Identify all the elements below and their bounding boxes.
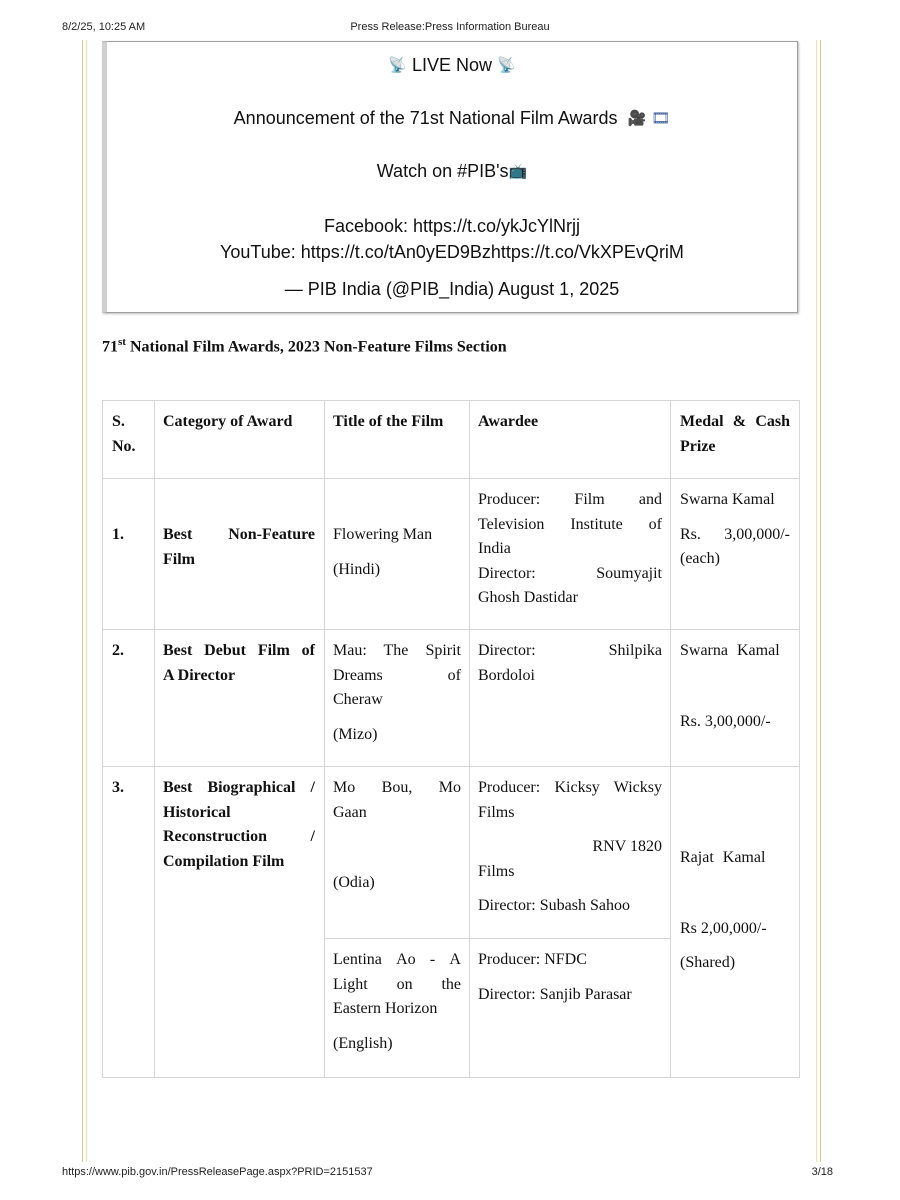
row2-film-line: Cheraw [333,691,383,708]
row1-film [333,523,463,582]
frame-line-right-inner [816,40,817,1162]
row3-category-line: Historical [163,803,231,821]
row3-sno: 3. [112,779,124,796]
satellite-icon: 📡 [388,57,407,74]
row1-awardee-line: Ghosh Dastidar [478,589,578,606]
row3-film1-awardee-line: Films [478,862,515,880]
row2-awardee-line: Bordoloi [478,666,535,684]
table-rule [102,478,800,479]
row3-category [163,776,315,874]
row1-category-word: Non-Feature [228,526,315,543]
tweet-announcement-text: Announcement of the 71st National Film Awards [233,108,618,128]
header-title: Title of the Film [333,413,444,430]
frame-line-right-outer [820,40,821,1162]
row1-medal: Swarna Kamal [680,491,775,508]
row2-cash: Rs. 3,00,000/- [680,712,771,730]
header-medal-line: Medal & Cash [680,413,790,430]
row3-cash-note: (Shared) [680,954,736,971]
table-rule [102,1077,800,1078]
row2-film-word: Dreams [333,666,383,684]
row2-category-line: A Director [163,666,236,684]
row1-awardee-word: Soumyajit [596,564,662,582]
tweet-watch-text: Watch on #PIB's [376,161,509,181]
row1-category [163,523,315,572]
row2-sno: 2. [112,642,124,659]
row3-film2-producer: Producer: NFDC [478,951,587,968]
satellite-icon: 📡 [497,57,516,74]
row3-category-line: Best Biographical / [163,779,315,796]
header-category: Category of Award [163,413,293,430]
awards-table [102,400,800,1078]
frame-line-left-outer [82,40,83,1162]
embedded-tweet [102,41,798,313]
table-rule [799,400,800,1078]
row1-awardee-word: Director: [478,564,536,582]
row2-film-language: (Mizo) [333,725,378,743]
section-title-number: 71 [102,338,118,356]
row2-awardee-word: Director: [478,642,536,659]
row3-film2 [333,948,461,1056]
row3-film2-line [333,948,461,973]
row3-film2-word: Ao [396,951,416,968]
row2-prize [680,639,790,734]
row3-film1-word: Mo [438,779,461,796]
header-sno [112,410,150,459]
row1-category-word: Best [163,526,193,543]
row3-film2-word: the [441,975,461,993]
print-datetime: 8/2/25, 10:25 AM [62,21,146,33]
row2-category-line: Best Debut Film of [163,642,315,659]
row1-awardee-word: Television [478,515,545,533]
movie-camera-icon: 🎥 [627,110,647,127]
section-title-text: National Film Awards, 2023 Non-Feature Films Section [125,338,507,356]
row3-prize [680,846,790,976]
print-page-title: Press Release:Press Information Bureau [350,21,550,33]
row1-awardee-word: Producer: [478,491,541,508]
table-rule [670,400,671,1078]
row1-cash-word: Rs. [680,525,701,543]
row3-film1-line [333,776,461,801]
row3-film1-language: (Odia) [333,874,375,891]
row3-film2-director: Director: Sanjib Parasar [478,985,632,1003]
row3-film2-language: (English) [333,1034,393,1052]
row3-film1-awardee [478,776,662,919]
row3-film2-word: - [429,951,436,968]
row1-cash-note: (each) [680,550,720,567]
row2-film-word: of [447,666,461,684]
row3-category-line [163,825,315,850]
table-rule [102,400,103,1078]
section-title [102,336,507,356]
row2-awardee-line [478,639,662,664]
table-rule [154,400,155,1078]
row1-awardee-line [478,562,662,587]
row3-film2-awardee [478,948,662,1007]
tweet-attribution[interactable]: — PIB India (@PIB_India) August 1, 2025 [284,279,620,299]
row1-awardee-word: of [648,515,662,533]
row2-awardee [478,639,662,688]
row1-film-language: (Hindi) [333,560,381,578]
row3-film2-word: Light [333,975,368,993]
header-medal-line: Prize [680,437,716,455]
tweet-youtube-link[interactable]: YouTube: https://t.co/tAn0yED9Bzhttps://t.co/VkXPEvQriM [220,242,684,262]
table-rule [324,400,325,1078]
row3-film2-line: Eastern Horizon [333,1000,438,1017]
row2-film [333,639,461,747]
header-awardee: Awardee [478,413,539,430]
row3-film1-director: Director: Subash Sahoo [478,897,630,914]
row1-category-line [163,523,315,548]
frame-line-left-inner [86,40,87,1162]
print-url: https://www.pib.gov.in/PressReleasePage.aspx?PRID=2151537 [62,1166,373,1178]
tweet-announcement-line [107,108,797,129]
tweet-live-line [107,55,797,76]
row3-film1-awardee-line: Films [478,803,515,821]
row2-film-line: Mau: The Spirit [333,642,461,659]
row3-medal: Rajat Kamal [680,849,766,866]
table-rule [102,766,800,767]
row1-awardee-line [478,488,662,513]
row1-cash-word: 3,00,000/- [724,525,790,543]
table-rule [324,938,670,939]
print-page-number: 3/18 [811,1166,833,1178]
tweet-live-text: LIVE Now [411,55,493,75]
row2-film-line [333,664,461,689]
header-sno-line: No. [112,437,136,455]
table-rule [102,629,800,630]
row1-category-line: Film [163,550,195,568]
row1-awardee-line: India [478,540,511,557]
row3-film1-awardee-line: Producer: Kicksy Wicksy [478,779,662,796]
row1-cash [680,523,790,548]
row1-awardee-word: and [638,491,662,508]
print-header [0,21,900,37]
header-sno-line: S. [112,413,125,430]
row3-film2-word: A [449,951,461,968]
row3-film1 [333,776,461,896]
print-footer [0,1166,900,1182]
row2-medal: Swarna Kamal [680,642,780,659]
row1-film-title: Flowering Man [333,526,433,543]
row1-sno: 1. [112,526,124,543]
row3-film1-line: Gaan [333,803,367,821]
tweet-facebook-link[interactable]: Facebook: https://t.co/ykJcYlNrjj [323,216,581,236]
row3-film1-awardee-line: RNV 1820 [592,838,662,855]
television-icon: 📺 [508,163,528,180]
film-frames-icon: 🎞 [651,110,671,127]
section-title-superscript: st [118,336,126,348]
row3-category-line: Compilation Film [163,852,285,870]
row3-film2-word: on [396,975,413,993]
row3-film1-word: Mo [333,779,356,796]
table-rule [102,400,800,401]
row1-awardee-word: Film [574,491,605,508]
row1-awardee-line [478,513,662,538]
table-rule [469,400,470,1078]
header-medal [680,410,790,459]
row3-film2-word: Lentina [333,951,382,968]
row2-awardee-word: Shilpika [608,642,662,659]
row3-film1-word: Bou, [381,779,413,796]
row3-category-word: / [310,828,315,845]
tweet-watch-line [107,161,797,182]
row3-cash: Rs 2,00,000/- [680,919,767,937]
row1-awardee-word: Institute [570,515,623,533]
row1-prize [680,488,790,572]
row3-film2-line [333,973,461,998]
row1-awardee [478,488,662,611]
row3-category-word: Reconstruction [163,828,267,845]
row2-category [163,639,315,688]
